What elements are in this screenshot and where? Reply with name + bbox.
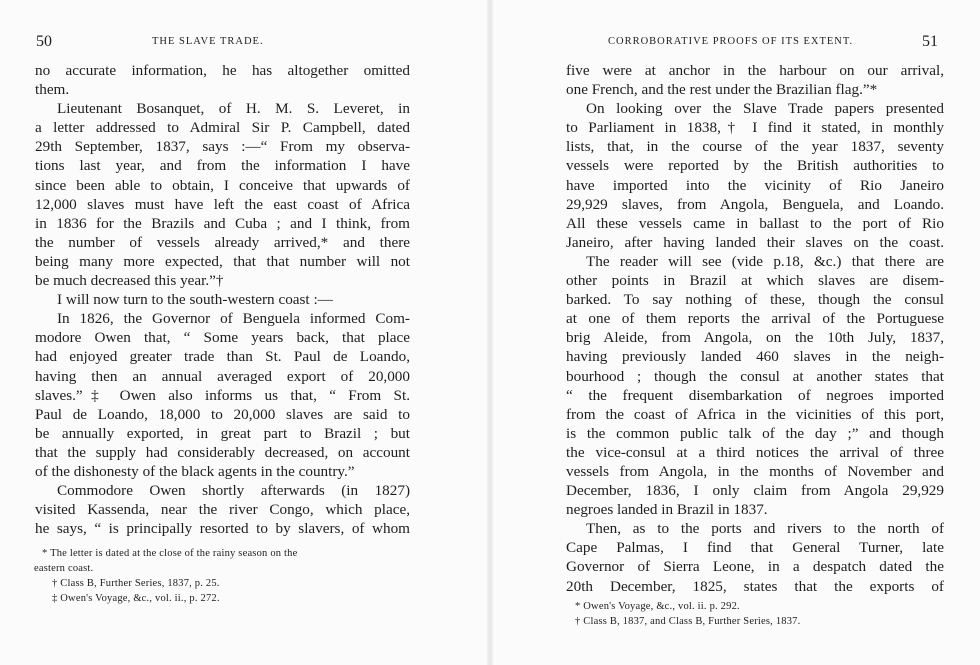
text-line: I will now turn to the south-western coast :— [57, 291, 333, 309]
footnote: eastern coast. [34, 563, 94, 574]
text-line: slaves.”‡ Owen also informs us that, “ From St. [35, 386, 410, 404]
text-line: have imported into the vicinity of Rio Janeiro [566, 176, 944, 194]
footnote: * Owen's Voyage, &c., vol. ii. p. 292. [575, 601, 740, 612]
text-line: being many more expected, that that number will not [35, 252, 410, 270]
text-line: modore Owen that, “ Some years back, that place [35, 329, 410, 347]
text-line: brig Aleide, from Angola, on the 10th July, 1837, [566, 329, 944, 347]
text-line: to Parliament in 1838,† I find it stated, in monthly [566, 119, 944, 137]
text-line: In 1826, the Governor of Benguela informed Com- [57, 310, 410, 328]
text-line: be much decreased this year.”† [35, 272, 224, 290]
text-line: Lieutenant Bosanquet, of H. M. S. Leveret, in [57, 100, 410, 118]
text-line: no accurate information, he has altogether omitted [35, 62, 410, 79]
text-line: be annually exported, in great part to Brazil ; but [35, 424, 410, 442]
text-line: 12,000 slaves must have left the east coast of Africa [35, 195, 410, 213]
left-page-number: 50 [36, 33, 52, 50]
text-line: Paul de Loando, 18,000 to 20,000 slaves are said to [35, 405, 410, 423]
text-line: is the common public talk of the day ;” and though [566, 424, 944, 442]
text-line: December, 1836, I only claim from Angola 29,929 [566, 482, 944, 500]
text-line: he says, “ is principally resorted to by slavers, of whom [35, 520, 410, 538]
text-line: the vice-consul at a third notices the arrival of three [566, 443, 944, 461]
text-line: had enjoyed greater trade than St. Paul de Loando, [35, 348, 410, 366]
text-line: vessels were reported by the British authorities to [566, 157, 944, 175]
text-line: in 1836 for the Brazils and Cuba ; and I think, from [35, 214, 410, 232]
text-line: five were at anchor in the harbour on our arrival, [566, 62, 944, 79]
text-line: bourhood ; though the consul at another states that [566, 367, 944, 385]
text-line: at one of them reports the arrival of the Portuguese [566, 310, 944, 328]
text-line: 29,929 slaves, from Angola, Benguela, and Loando. [566, 195, 944, 213]
text-line: The reader will see (vide p.18, &c.) that there are [586, 252, 944, 270]
text-line: them. [35, 81, 70, 99]
text-line: vessels from Angola, in the months of November and [566, 462, 944, 480]
text-line: 20th December, 1825, states that the exports of [566, 577, 944, 595]
text-line: Commodore Owen shortly afterwards (in 1827) [57, 482, 410, 500]
right-page [490, 0, 980, 665]
text-line: All these vessels came in ballast to the port of Rio [566, 214, 944, 232]
text-line: visited Kassenda, near the river Congo, which place, [35, 501, 410, 519]
right-footnotes [575, 599, 945, 629]
text-line: On looking over the Slave Trade papers presented [586, 100, 944, 118]
text-line: having then an annual averaged export of 20,000 [35, 367, 410, 385]
text-line: that the supply had considerably decreased, on account [35, 443, 410, 461]
left-page-body [35, 61, 410, 538]
text-line: tions last year, and from the information I have [35, 157, 410, 175]
text-line: a letter addressed to Admiral Sir P. Campbell, dated [35, 119, 410, 137]
text-line: Then, as to the ports and rivers to the north of [586, 520, 944, 538]
text-line: 29th September, 1837, says :—“ From my observa- [35, 138, 410, 156]
footnote: * The letter is dated at the close of the rainy season on the [42, 548, 298, 559]
left-footnotes [34, 546, 414, 606]
right-running-title: CORROBORATIVE PROOFS OF ITS EXTENT. [608, 36, 854, 47]
text-line: since been able to obtain, I conceive that upwards of [35, 176, 410, 194]
text-line: of the dishonesty of the black agents in the country.” [35, 462, 355, 480]
right-page-header [608, 33, 938, 53]
footnote: ‡ Owen's Voyage, &c., vol. ii., p. 272. [52, 593, 220, 604]
footnote: † Class B, 1837, and Class B, Further Series, 1837. [575, 616, 801, 627]
text-line: negroes landed in Brazil in 1837. [566, 501, 768, 519]
text-line: Cape Palmas, I find that General Turner, late [566, 539, 944, 557]
text-line: from the coast of Africa in the vicinities of this port, [566, 405, 944, 423]
text-line: Janeiro, after having landed their slaves on the coast. [566, 233, 944, 251]
text-line: other points in Brazil at which slaves are disem- [566, 272, 944, 290]
text-line: having previously landed 460 slaves in the neigh- [566, 348, 944, 366]
footnote: † Class B, Further Series, 1837, p. 25. [52, 578, 220, 589]
left-page-header [36, 33, 410, 53]
text-line: the number of vessels already arrived,* and there [35, 233, 410, 251]
text-line: barked. To say nothing of these, though the consul [566, 291, 944, 309]
right-page-body [566, 61, 944, 596]
text-line: lists, that, in the course of the year 1837, seventy [566, 138, 944, 156]
text-line: one French, and the rest under the Brazilian flag.”* [566, 81, 878, 99]
left-running-title: THE SLAVE TRADE. [152, 36, 264, 47]
text-line: Governor of Sierra Leone, in a despatch dated the [566, 558, 944, 576]
right-page-number: 51 [922, 33, 938, 50]
text-line: “ the frequent disembarkation of negroes imported [566, 386, 944, 404]
